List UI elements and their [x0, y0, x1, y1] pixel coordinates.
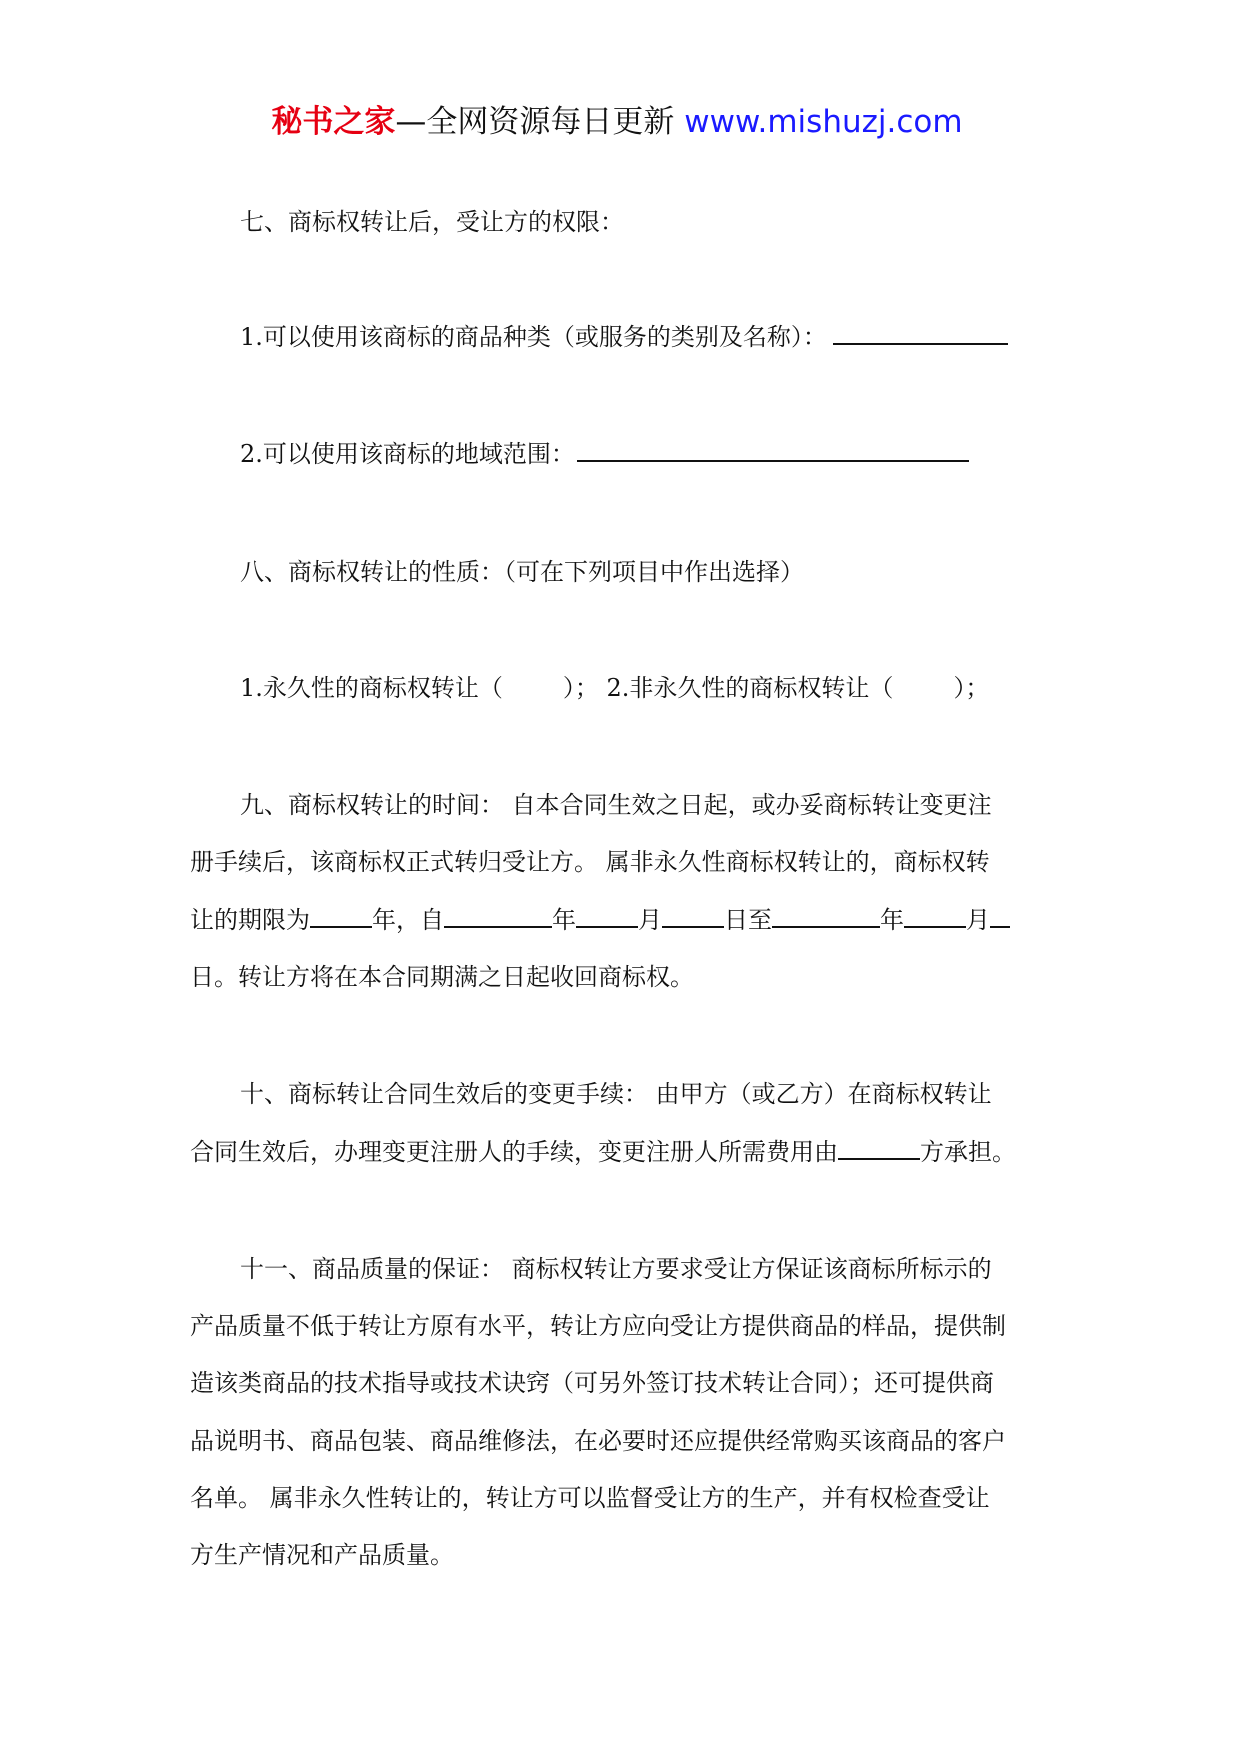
section-9-line-2: 册手续后，该商标权正式转归受让方。 属非永久性商标权转让的，商标权转: [190, 848, 990, 876]
section-7-item-2: [240, 437, 969, 471]
to-label: 日至: [724, 906, 772, 934]
month-label: 月: [638, 906, 662, 934]
section-8-title: 八、商标权转让的性质：（可在下列项目中作出选择）: [240, 558, 804, 586]
section-11-line-6: 方生产情况和产品质量。: [190, 1541, 454, 1569]
section-9-line-1: 九、商标权转让的时间： 自本合同生效之日起，或办妥商标转让变更注: [240, 791, 992, 819]
end-month-label: 月: [966, 906, 990, 934]
section-7-title: 七、商标权转让后，受让方的权限：: [240, 208, 624, 236]
section-10-line-2: [190, 1135, 1016, 1169]
year-label: 年: [552, 906, 576, 934]
fill-blank-start-year[interactable]: [444, 904, 552, 928]
section-11-line-1: 十一、商品质量的保证： 商标权转让方要求受让方保证该商标所标示的: [240, 1255, 992, 1283]
section-10-end: 方承担。: [920, 1138, 1016, 1166]
section-8-options: [240, 671, 989, 705]
site-header: [0, 100, 1234, 144]
section-11-line-4: 品说明书、商品包装、商品维修法，在必要时还应提供经常购买该商品的客户: [190, 1427, 1006, 1455]
term-label: 让的期限为: [190, 906, 310, 934]
section-9-line-3: [190, 903, 1010, 937]
section-11-line-2: 产品质量不低于转让方原有水平，转让方应向受让方提供商品的样品，提供制: [190, 1312, 1006, 1340]
end-year-label: 年: [880, 906, 904, 934]
fill-blank-end-day[interactable]: [990, 904, 1010, 928]
option-permanent-label: 1.永久性的商标权转让（: [240, 674, 503, 702]
site-slogan: —全网资源每日更新: [395, 104, 675, 140]
from-label: 年，自: [372, 906, 444, 934]
section-10-line-1: 十、商标转让合同生效后的变更手续： 由甲方（或乙方）在商标权转让: [240, 1080, 992, 1108]
fill-blank-goods-category[interactable]: [833, 321, 1008, 345]
section-11-line-5: 名单。 属非永久性转让的，转让方可以监督受让方的生产，并有权检查受让: [190, 1484, 990, 1512]
section-7-item-1: [240, 320, 1008, 354]
section-11-line-3: 造该类商品的技术指导或技术诀窍（可另外签订技术转让合同）；还可提供商: [190, 1369, 994, 1397]
fill-blank-fee-party[interactable]: [838, 1136, 920, 1160]
option-temporary-label: ）； 2.非永久性的商标权转让（: [562, 674, 894, 702]
fill-blank-start-day[interactable]: [662, 904, 724, 928]
section-9-line-4: 日。转让方将在本合同期满之日起收回商标权。: [190, 963, 694, 991]
site-url-link[interactable]: www.mishuzj.com: [684, 104, 963, 140]
section-10-text: 合同生效后，办理变更注册人的手续，变更注册人所需费用由: [190, 1138, 838, 1166]
fill-blank-territory[interactable]: [577, 438, 969, 462]
fill-blank-end-year[interactable]: [772, 904, 880, 928]
section-7-item-2-text: 2.可以使用该商标的地域范围：: [240, 440, 575, 468]
site-brand: 秘书之家: [271, 104, 396, 140]
fill-blank-end-month[interactable]: [904, 904, 966, 928]
fill-blank-term-years[interactable]: [310, 904, 372, 928]
option-end: ）；: [953, 674, 990, 702]
fill-blank-start-month[interactable]: [576, 904, 638, 928]
section-7-item-1-text: 1.可以使用该商标的商品种类（或服务的类别及名称）：: [240, 323, 827, 351]
